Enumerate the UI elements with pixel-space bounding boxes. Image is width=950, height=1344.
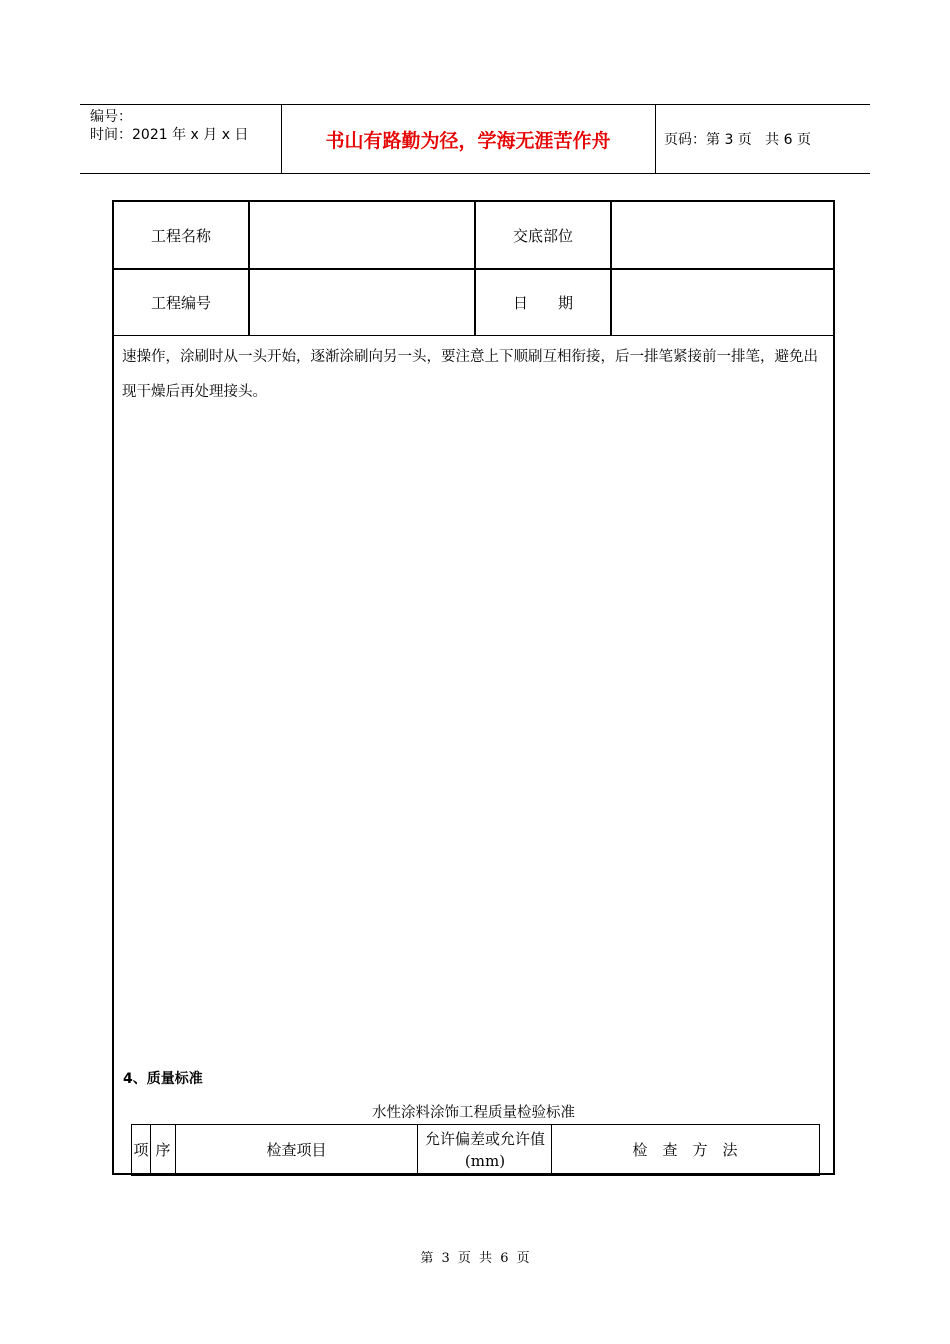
date-value [612,270,833,335]
project-number-label: 工程编号 [150,294,211,312]
project-name-value [250,202,474,268]
page-header [80,104,870,174]
header-divider [655,105,656,173]
section-title: 4、质量标准 [123,1071,203,1087]
header-cell-check-item: 检查项目 [266,1141,327,1159]
disclosure-body-text: 速操作，涂刷时从一头开始，逐渐涂刷向另一头，要注意上下顺刷互相衔接，后一排笔紧接前一排笔，避免出现干燥后再处理接头。 [122,349,818,400]
header-cell-seq: 序 [155,1141,171,1159]
page-footer: 第 3 页 共 6 页 [420,1251,530,1266]
header-cell-method: 检 查 方 法 [632,1141,738,1159]
header-meta [90,108,248,144]
location-value [612,202,833,268]
disclosure-form [112,200,835,1175]
project-number-value [250,270,474,335]
date-label: 日 期 [512,294,573,312]
header-cell-item: 项 [133,1141,149,1159]
header-cell-tolerance: 允许偏差或允许值(mm) [424,1130,545,1170]
quality-table-title: 水性涂料涂饰工程质量检验标准 [372,1105,575,1121]
document-date-label: 时间：2021 年 x 月 x 日 [90,127,249,143]
project-name-label: 工程名称 [150,226,211,245]
quality-standard-table [131,1124,820,1176]
location-label: 交底部位 [512,226,573,245]
header-motto: 书山有路勤为径，学海无涯苦作舟 [325,129,611,152]
column-divider [417,1125,418,1175]
header-page-number: 页码：第 3 页 共 6 页 [664,132,811,148]
document-number-label: 编号： [90,109,132,125]
